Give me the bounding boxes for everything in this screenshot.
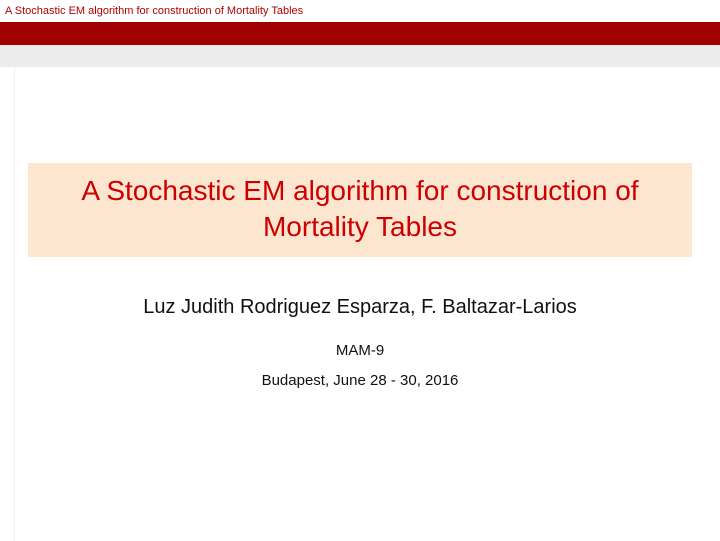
slide-location-date: Budapest, June 28 - 30, 2016 bbox=[261, 372, 459, 389]
header-bar bbox=[0, 0, 720, 22]
slide-title-line-1: A Stochastic EM algorithm for construction of bbox=[81, 175, 639, 206]
header-gray-band bbox=[0, 45, 720, 67]
slide-event: MAM-9 bbox=[335, 342, 385, 359]
slide-title bbox=[28, 173, 692, 245]
header-red-band bbox=[0, 22, 720, 45]
slide-title-line-2: Mortality Tables bbox=[262, 211, 457, 242]
slide-authors: Luz Judith Rodriguez Esparza, F. Baltazar-Larios bbox=[143, 296, 577, 318]
header-short-title: A Stochastic EM algorithm for construction of Mortality Tables bbox=[5, 5, 304, 17]
